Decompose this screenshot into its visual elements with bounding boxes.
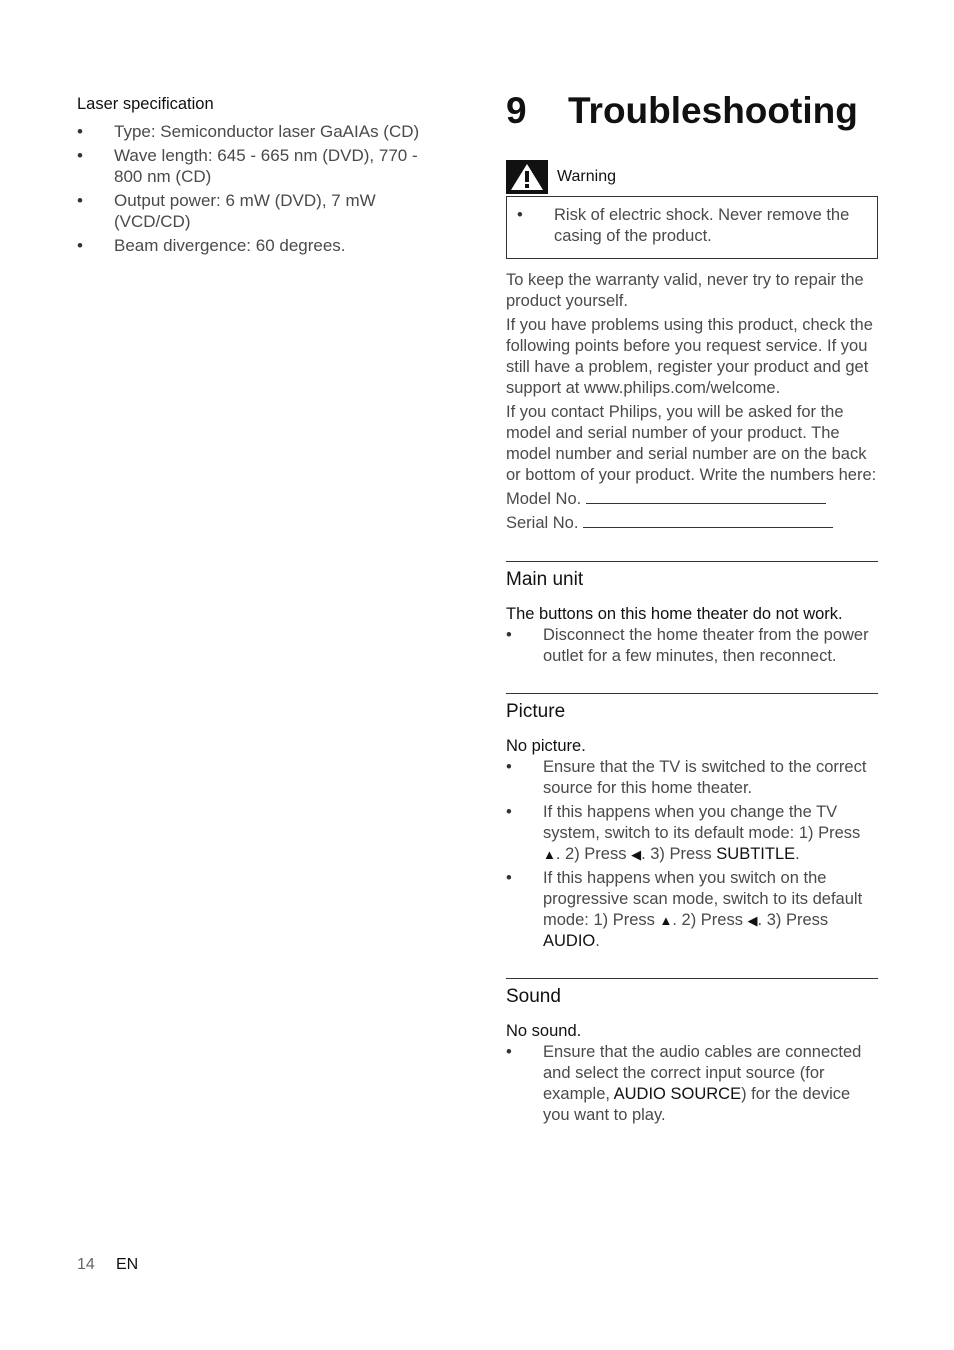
model-number-label: Model No. <box>506 490 582 508</box>
chapter-title-text: Troubleshooting <box>568 90 858 131</box>
eject-icon: ▲ <box>659 913 673 928</box>
audio-keyword: AUDIO <box>543 932 596 950</box>
left-triangle-icon: ◀ <box>747 913 758 928</box>
page-footer <box>77 1256 138 1274</box>
bullet: • <box>517 206 523 224</box>
list-item-text: Beam divergence: 60 degrees. <box>114 236 346 255</box>
chapter-number: 9 <box>506 90 527 131</box>
page-number: 14 <box>77 1256 95 1273</box>
list-item <box>506 625 878 667</box>
warning-header <box>506 160 878 194</box>
model-number-blank <box>586 489 826 504</box>
bullet: • <box>506 1043 512 1061</box>
list-item-text: Output power: 6 mW (DVD), 7 mW (VCD/CD) <box>114 191 376 231</box>
bullet: • <box>77 146 83 165</box>
list-item-text: Ensure that the audio cables are connected and select the correct input source (for example, AUDIO SOURCE) for the device you want to play. <box>543 1043 862 1124</box>
serial-number-label: Serial No. <box>506 514 579 532</box>
list-item <box>77 190 437 232</box>
subtitle-keyword: SUBTITLE <box>716 845 796 863</box>
section-heading: Picture <box>506 701 566 722</box>
bullet: • <box>77 191 83 210</box>
list-item <box>506 868 878 952</box>
bullet: • <box>77 122 83 141</box>
list-item <box>77 121 437 142</box>
list-item-text: Wave length: 645 - 665 nm (DVD), 770 - 800 nm (CD) <box>114 146 418 186</box>
list-item <box>77 235 437 256</box>
list-item <box>506 757 878 799</box>
problem-statement: No sound. <box>506 1022 582 1040</box>
sound-section <box>506 978 878 1126</box>
list-item <box>517 205 867 247</box>
bullet: • <box>506 869 512 887</box>
picture-section <box>506 693 878 952</box>
eject-icon: ▲ <box>543 847 556 862</box>
list-item <box>506 802 878 865</box>
bullet: • <box>506 626 512 644</box>
model-number-line <box>506 489 878 510</box>
problem-statement: No picture. <box>506 737 586 755</box>
language-code: EN <box>116 1256 139 1273</box>
list-item-text: Type: Semiconductor laser GaAIAs (CD) <box>114 122 420 141</box>
list-item <box>506 1042 878 1126</box>
list-item <box>77 145 437 187</box>
section-heading: Main unit <box>506 569 584 590</box>
bullet: • <box>77 236 83 255</box>
laser-spec-list <box>77 121 437 256</box>
warning-label: Warning <box>557 168 616 185</box>
warning-triangle-icon <box>506 160 548 194</box>
left-triangle-icon: ◀ <box>631 847 642 862</box>
serial-number-line <box>506 513 878 534</box>
troubleshooting-section <box>506 88 878 1129</box>
list-item-text: Disconnect the home theater from the power outlet for a few minutes, then reconnect. <box>543 626 869 665</box>
intro-paragraph: To keep the warranty valid, never try to repair the product yourself. <box>506 271 864 310</box>
section-heading: Sound <box>506 986 561 1007</box>
warning-text: Risk of electric shock. Never remove the casing of the product. <box>554 206 850 245</box>
laser-spec-section <box>77 93 437 259</box>
main-unit-section <box>506 561 878 667</box>
serial-number-blank <box>583 513 833 528</box>
intro-paragraph: If you have problems using this product, check the following points before you request service. If you still have a problem, register your product and get support at www.philips.com/welcome. <box>506 316 873 397</box>
laser-spec-heading: Laser specification <box>77 95 214 113</box>
list-item-text: If this happens when you change the TV system, switch to its default mode: 1) Press ▲. 2) Press ◀. 3) Press SUBTITLE. <box>543 803 861 863</box>
problem-statement: The buttons on this home theater do not work. <box>506 605 843 623</box>
audio-source-keyword: AUDIO SOURCE <box>613 1085 742 1103</box>
bullet: • <box>506 758 512 776</box>
bullet: • <box>506 803 512 821</box>
warning-box <box>506 196 878 259</box>
list-item-text: Ensure that the TV is switched to the correct source for this home theater. <box>543 758 867 797</box>
chapter-title <box>506 88 878 134</box>
list-item-text: If this happens when you switch on the progressive scan mode, switch to its default mode: 1) Press ▲. 2) Press ◀. 3) Press AUDIO. <box>543 869 863 950</box>
intro-paragraph: If you contact Philips, you will be asked for the model and serial number of your product. The model number and serial number are on the back or bottom of your product. Write the numbers here: <box>506 403 877 484</box>
